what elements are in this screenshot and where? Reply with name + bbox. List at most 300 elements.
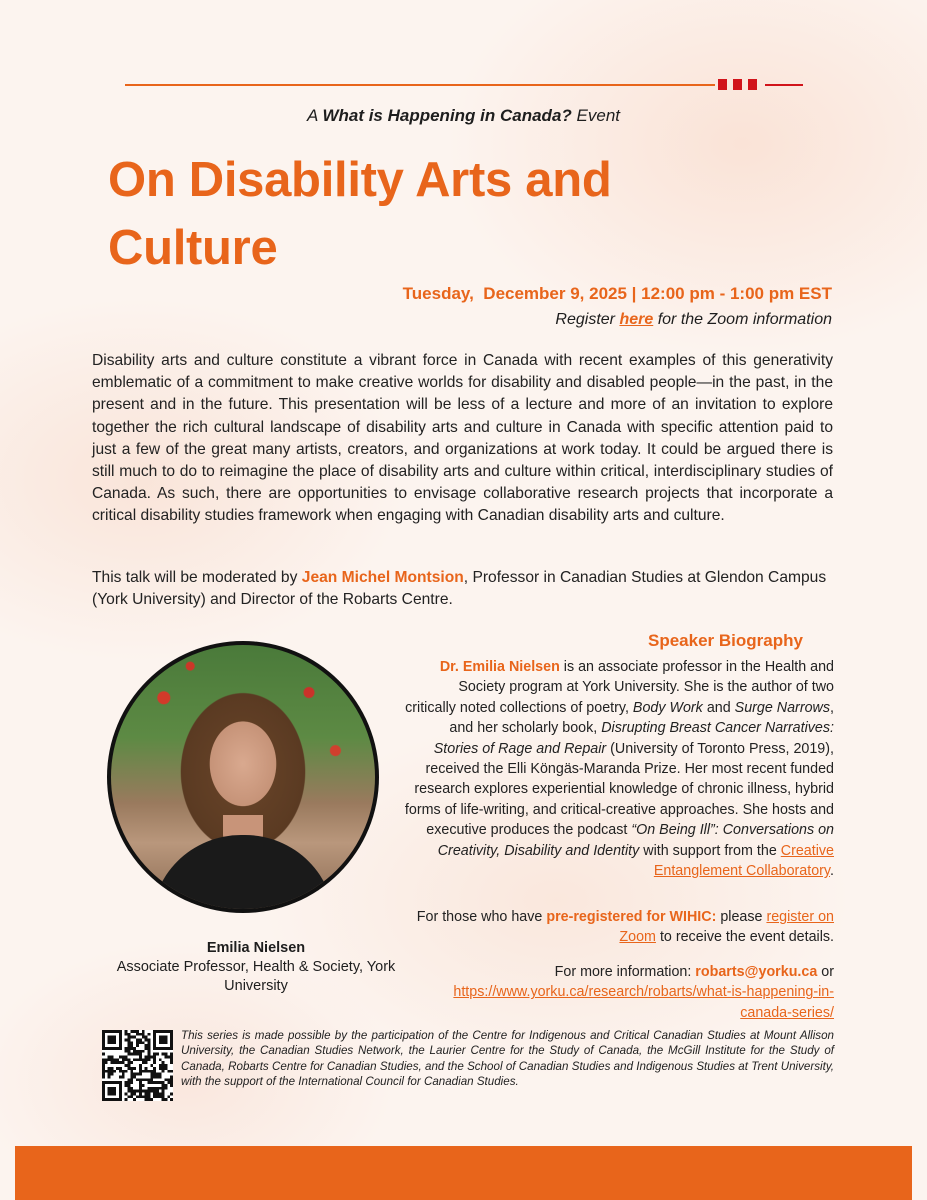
top-rule — [125, 84, 715, 86]
qr-module — [145, 1092, 148, 1095]
qr-module — [139, 1070, 142, 1073]
qr-module — [170, 1061, 173, 1064]
prereg-highlight: pre-registered for WIHIC: — [546, 909, 717, 925]
qr-module — [162, 1087, 165, 1090]
qr-module — [164, 1087, 167, 1090]
qr-module — [162, 1064, 165, 1067]
qr-module — [159, 1075, 162, 1078]
qr-module — [147, 1058, 150, 1061]
qr-module — [136, 1073, 139, 1076]
qr-module — [128, 1067, 131, 1070]
qr-module — [145, 1036, 148, 1039]
qr-module — [139, 1058, 142, 1061]
qr-module — [111, 1058, 114, 1061]
qr-module — [142, 1030, 145, 1033]
qr-module — [139, 1092, 142, 1095]
qr-module — [159, 1095, 162, 1098]
qr-module — [128, 1058, 131, 1061]
qr-module — [150, 1078, 153, 1081]
qr-module — [139, 1050, 142, 1053]
register-prefix: Register — [555, 311, 615, 328]
register-on-zoom-link[interactable]: register on Zoom — [619, 909, 834, 946]
qr-module — [102, 1061, 105, 1064]
rule-mark-tail — [765, 84, 803, 86]
qr-module — [136, 1039, 139, 1042]
qr-module — [133, 1050, 136, 1053]
qr-module — [145, 1095, 148, 1098]
qr-module — [111, 1056, 114, 1059]
qr-module — [122, 1061, 125, 1064]
bio-podcast-title: “On Being Ill”: Conversations on Creativity, Disability and Identity — [437, 822, 834, 859]
event-description: Disability arts and culture constitute a vibrant force in Canada with recent examples of this generativity emblematic of a commitment to make creative worlds for disability and disabled people—in the past, in the present and in the future. This presentation will be less of a lecture and more of an invitation to explore together the rich cultural landscape of disability arts and culture in Canada with specific attention paid to just a few of the great many artists, creators, and organizations at work today. It could be argued there is still much to do to reimagine the place of disability arts and culture within critical, interdisciplinary studies of Canada. As such, there are opportunities to envisage collaborative research projects that incorporate a critical disability studies framework when engaging with Canadian disability arts and culture. — [92, 352, 833, 525]
qr-module — [156, 1092, 159, 1095]
bio-book-title: Body Work — [632, 699, 703, 716]
qr-module — [145, 1058, 148, 1061]
qr-module — [111, 1070, 114, 1073]
qr-module — [139, 1033, 142, 1036]
qr-module — [153, 1081, 156, 1084]
bio-text: (University of Toronto Press, 2019), received the Elli Köngäs-Maranda Prize. Her most recent funded research explores experiential knowledge of chronic illness, hybrid forms of life-writing, and critical-creative approaches. She hosts and executive produces the podcast — [404, 740, 834, 839]
prereg-middle: please — [716, 909, 767, 925]
qr-module — [136, 1053, 139, 1056]
photo-shirt — [151, 835, 335, 909]
bio-book-title: Disrupting Breast Cancer Narratives: Stories of Rage and Repair — [433, 720, 834, 757]
speaker-photo-frame — [107, 641, 379, 913]
qr-module — [147, 1044, 150, 1047]
qr-module — [156, 1087, 159, 1090]
qr-module — [142, 1070, 145, 1073]
qr-module — [128, 1053, 131, 1056]
qr-module — [159, 1067, 162, 1070]
qr-module — [136, 1033, 139, 1036]
qr-module — [167, 1056, 170, 1059]
qr-module — [130, 1092, 133, 1095]
qr-module — [128, 1039, 131, 1042]
qr-module — [128, 1087, 131, 1090]
qr-module — [162, 1090, 165, 1093]
qr-module — [102, 1070, 105, 1073]
qr-module — [105, 1061, 108, 1064]
rule-mark — [733, 79, 742, 90]
qr-module — [102, 1073, 105, 1076]
qr-module — [125, 1070, 128, 1073]
bio-heading: Speaker Biography — [648, 631, 803, 650]
event-datetime: Tuesday, December 9, 2025 | 12:00 pm - 1:00 pm EST — [402, 284, 832, 303]
qr-module — [164, 1098, 167, 1101]
qr-module — [147, 1053, 150, 1056]
qr-module — [128, 1061, 131, 1064]
speaker-role: Associate Professor, Health & Society, York University — [116, 959, 396, 994]
qr-module — [130, 1090, 133, 1093]
qr-module — [150, 1081, 153, 1084]
qr-module — [122, 1070, 125, 1073]
qr-module — [170, 1098, 173, 1101]
top-rule-marks — [718, 79, 803, 90]
qr-module — [150, 1064, 153, 1067]
qr-module — [133, 1053, 136, 1056]
qr-module — [130, 1061, 133, 1064]
qr-module — [159, 1058, 162, 1061]
register-here-link[interactable]: here — [619, 311, 654, 328]
moderator-note — [92, 567, 833, 611]
qr-module — [116, 1067, 119, 1070]
bio-text: with support from the — [639, 842, 781, 859]
contact-email[interactable]: robarts@yorku.ca — [695, 964, 818, 980]
qr-module — [156, 1081, 159, 1084]
qr-module — [150, 1075, 153, 1078]
qr-module — [128, 1084, 131, 1087]
sponsor-credits: This series is made possible by the participation of the Centre for Indigenous and Critical Canadian Studies at Mount Allison University, the Canadian Studies Network, the Laurier Centre for the Study of Canada, the McGill Institute for the Study of Canada, Robarts Centre for Canadian Studies, and the School of Canadian Studies and Indigenous Studies at Trent University, with the support of the International Council for Canadian Studies. — [181, 1029, 834, 1089]
qr-module — [162, 1070, 165, 1073]
qr-module — [147, 1050, 150, 1053]
qr-module — [125, 1081, 128, 1084]
more-info-or: or — [817, 964, 834, 980]
qr-module — [170, 1075, 173, 1078]
bio-text: is an associate professor in the Health and Society program at York University. She is the author of two critically noted collections of poetry, — [405, 659, 834, 716]
qr-module — [159, 1087, 162, 1090]
qr-module — [170, 1070, 173, 1073]
qr-module — [116, 1061, 119, 1064]
qr-module — [113, 1070, 116, 1073]
qr-module — [159, 1073, 162, 1076]
qr-module — [145, 1039, 148, 1042]
qr-module — [147, 1092, 150, 1095]
qr-module — [145, 1056, 148, 1059]
qr-module — [156, 1090, 159, 1093]
qr-module — [136, 1044, 139, 1047]
qr-module — [142, 1061, 145, 1064]
qr-module — [170, 1078, 173, 1081]
qr-module — [153, 1070, 156, 1073]
qr-module — [113, 1061, 116, 1064]
qr-module — [142, 1058, 145, 1061]
rule-mark — [748, 79, 757, 90]
qr-module — [147, 1098, 150, 1101]
qr-module — [162, 1067, 165, 1070]
qr-module — [111, 1067, 114, 1070]
qr-module — [153, 1061, 156, 1064]
qr-module — [128, 1050, 131, 1053]
qr-module — [147, 1041, 150, 1044]
speaker-photo — [111, 645, 375, 909]
qr-module — [130, 1041, 133, 1044]
moderator-prefix: This talk will be moderated by — [92, 569, 298, 586]
qr-module — [139, 1067, 142, 1070]
qr-module — [153, 1095, 156, 1098]
series-suffix: Event — [576, 106, 621, 125]
qr-module — [147, 1033, 150, 1036]
series-line — [0, 106, 927, 126]
qr-module — [156, 1075, 159, 1078]
qr-module — [116, 1058, 119, 1061]
qr-module — [142, 1050, 145, 1053]
bio-speaker-name: Dr. Emilia Nielsen — [439, 659, 560, 675]
collaboratory-link[interactable]: Creative Entanglement Collaboratory — [653, 842, 834, 880]
qr-module — [133, 1030, 136, 1033]
qr-module — [133, 1058, 136, 1061]
qr-module — [130, 1030, 133, 1033]
qr-module — [162, 1092, 165, 1095]
qr-module — [108, 1056, 111, 1059]
qr-module — [136, 1078, 139, 1081]
qr-module — [147, 1056, 150, 1059]
qr-module — [119, 1075, 122, 1078]
qr-module — [130, 1087, 133, 1090]
qr-module — [159, 1092, 162, 1095]
qr-module — [119, 1070, 122, 1073]
qr-module — [125, 1064, 128, 1067]
register-line — [555, 311, 832, 329]
preregistered-note — [404, 907, 834, 948]
qr-module — [139, 1041, 142, 1044]
qr-module — [130, 1078, 133, 1081]
qr-module — [147, 1090, 150, 1093]
qr-module — [153, 1058, 156, 1061]
series-name: What is Happening in Canada? — [322, 106, 572, 125]
qr-module — [130, 1036, 133, 1039]
qr-module — [164, 1053, 167, 1056]
qr-module — [167, 1081, 170, 1084]
qr-module — [145, 1044, 148, 1047]
bio-text: . — [830, 863, 834, 880]
qr-module — [130, 1081, 133, 1084]
qr-module — [125, 1050, 128, 1053]
qr-module — [156, 1073, 159, 1076]
qr-module — [136, 1030, 139, 1033]
footer-bar — [15, 1146, 912, 1200]
qr-module — [170, 1056, 173, 1059]
qr-module — [139, 1056, 142, 1059]
qr-module — [136, 1041, 139, 1044]
qr-module — [128, 1090, 131, 1093]
qr-module — [125, 1058, 128, 1061]
qr-module — [125, 1056, 128, 1059]
qr-module — [125, 1092, 128, 1095]
qr-module — [128, 1036, 131, 1039]
qr-module — [170, 1084, 173, 1087]
qr-module — [164, 1067, 167, 1070]
event-title-line-1: On Disability Arts and — [108, 153, 612, 207]
qr-module — [125, 1033, 128, 1036]
qr-module — [142, 1036, 145, 1039]
qr-module — [111, 1061, 114, 1064]
qr-module — [125, 1030, 128, 1033]
qr-module — [108, 1075, 111, 1078]
qr-module — [139, 1081, 142, 1084]
qr-module — [170, 1092, 173, 1095]
prereg-suffix: to receive the event details. — [655, 929, 834, 946]
qr-module — [147, 1095, 150, 1098]
qr-module — [122, 1073, 125, 1076]
qr-module — [153, 1090, 156, 1093]
qr-module — [130, 1095, 133, 1098]
qr-module — [153, 1075, 156, 1078]
qr-module — [164, 1078, 167, 1081]
qr-module — [130, 1070, 133, 1073]
qr-module — [102, 1075, 105, 1078]
qr-module — [150, 1087, 153, 1090]
qr-module — [128, 1078, 131, 1081]
qr-module — [128, 1047, 131, 1050]
qr-module — [133, 1036, 136, 1039]
qr-module — [128, 1033, 131, 1036]
qr-module — [125, 1098, 128, 1101]
event-title — [108, 146, 848, 282]
qr-module — [108, 1058, 111, 1061]
qr-module — [150, 1090, 153, 1093]
qr-module — [122, 1056, 125, 1059]
qr-module — [119, 1061, 122, 1064]
qr-module — [128, 1095, 131, 1098]
qr-module — [128, 1044, 131, 1047]
qr-module — [170, 1058, 173, 1061]
qr-module — [136, 1050, 139, 1053]
qr-module — [139, 1064, 142, 1067]
qr-module — [105, 1070, 108, 1073]
qr-module — [128, 1081, 131, 1084]
qr-module — [145, 1061, 148, 1064]
qr-module — [122, 1058, 125, 1061]
qr-module — [145, 1047, 148, 1050]
qr-module — [119, 1067, 122, 1070]
bio-text: and — [702, 699, 735, 716]
qr-module — [170, 1053, 173, 1056]
prereg-prefix: For those who have — [416, 909, 543, 925]
qr-module — [128, 1041, 131, 1044]
qr-module — [139, 1095, 142, 1098]
qr-module — [125, 1047, 128, 1050]
bio-book-title: Surge Narrows — [734, 699, 831, 716]
qr-module — [102, 1058, 105, 1061]
qr-module — [164, 1064, 167, 1067]
qr-module — [147, 1078, 150, 1081]
qr-module — [162, 1084, 165, 1087]
qr-module — [119, 1056, 122, 1059]
qr-module — [145, 1090, 148, 1093]
qr-module — [111, 1073, 114, 1076]
qr-module — [128, 1064, 131, 1067]
qr-module — [102, 1067, 105, 1070]
qr-module — [142, 1041, 145, 1044]
qr-module — [164, 1084, 167, 1087]
qr-module — [130, 1073, 133, 1076]
qr-module — [122, 1075, 125, 1078]
qr-module — [159, 1064, 162, 1067]
qr-module — [153, 1087, 156, 1090]
qr-module — [167, 1070, 170, 1073]
qr-module — [139, 1084, 142, 1087]
speaker-name: Emilia Nielsen — [206, 940, 306, 956]
qr-module — [145, 1098, 148, 1101]
qr-module — [133, 1098, 136, 1101]
qr-module — [162, 1061, 165, 1064]
qr-module — [147, 1081, 150, 1084]
series-prefix: A — [306, 106, 318, 125]
qr-module — [142, 1090, 145, 1093]
qr-module — [108, 1070, 111, 1073]
qr-module — [159, 1081, 162, 1084]
qr-module — [162, 1053, 165, 1056]
qr-module — [167, 1095, 170, 1098]
qr-module — [108, 1073, 111, 1076]
qr-module — [130, 1075, 133, 1078]
qr-module — [162, 1095, 165, 1098]
qr-module — [147, 1070, 150, 1073]
qr-module — [150, 1098, 153, 1101]
qr-module — [133, 1090, 136, 1093]
qr-module — [125, 1039, 128, 1042]
qr-module — [147, 1087, 150, 1090]
qr-module — [136, 1095, 139, 1098]
qr-module — [164, 1056, 167, 1059]
qr-module — [139, 1053, 142, 1056]
qr-module — [150, 1070, 153, 1073]
qr-module — [139, 1090, 142, 1093]
qr-module — [113, 1058, 116, 1061]
qr-module — [133, 1047, 136, 1050]
qr-module — [136, 1090, 139, 1093]
qr-module — [156, 1053, 159, 1056]
qr-module — [102, 1064, 105, 1067]
qr-module — [130, 1053, 133, 1056]
qr-module — [153, 1067, 156, 1070]
qr-module — [145, 1067, 148, 1070]
qr-module — [108, 1067, 111, 1070]
more-info — [404, 962, 834, 1023]
qr-module — [142, 1095, 145, 1098]
event-title-line-2: Culture — [108, 221, 278, 275]
qr-module — [150, 1073, 153, 1076]
qr-module — [170, 1081, 173, 1084]
rule-mark — [718, 79, 727, 90]
qr-module — [133, 1092, 136, 1095]
qr-module — [142, 1078, 145, 1081]
qr-module — [136, 1058, 139, 1061]
qr-module — [153, 1092, 156, 1095]
qr-module — [153, 1073, 156, 1076]
qr-module — [130, 1044, 133, 1047]
bio-text: , and her scholarly book, — [449, 699, 834, 737]
qr-module — [150, 1056, 153, 1059]
qr-module — [156, 1095, 159, 1098]
qr-module — [142, 1084, 145, 1087]
series-url-link[interactable]: https://www.yorku.ca/research/robarts/what-is-happening-in-canada-series/ — [453, 984, 834, 1021]
qr-module — [130, 1067, 133, 1070]
qr-module — [139, 1073, 142, 1076]
speaker-biography — [404, 657, 834, 881]
qr-module — [147, 1047, 150, 1050]
qr-module — [102, 1053, 105, 1056]
qr-module — [139, 1087, 142, 1090]
qr-module — [162, 1081, 165, 1084]
qr-module — [139, 1039, 142, 1042]
qr-module — [105, 1058, 108, 1061]
qr-module — [162, 1098, 165, 1101]
qr-code-icon[interactable] — [102, 1030, 173, 1101]
qr-module — [142, 1033, 145, 1036]
qr-module — [133, 1067, 136, 1070]
moderator-name: Jean Michel Montsion — [301, 569, 464, 586]
more-info-prefix: For more information: — [554, 964, 696, 980]
qr-module — [153, 1056, 156, 1059]
qr-module — [167, 1078, 170, 1081]
qr-module — [130, 1047, 133, 1050]
qr-module — [145, 1078, 148, 1081]
qr-module — [133, 1075, 136, 1078]
qr-module — [133, 1073, 136, 1076]
qr-module — [125, 1084, 128, 1087]
qr-module — [153, 1053, 156, 1056]
